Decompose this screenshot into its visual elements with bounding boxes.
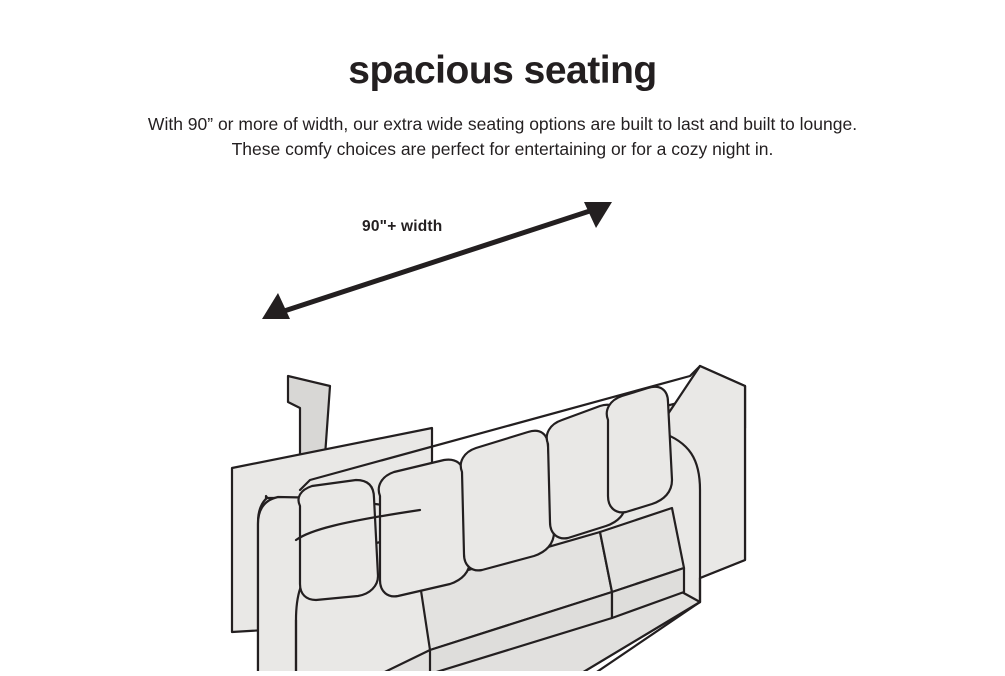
description-line-2: These comfy choices are perfect for entertaining or for a cozy night in. [231, 139, 774, 160]
dimension-label: 90"+ width [362, 218, 443, 235]
page-title: spacious seating [348, 49, 657, 92]
back-cushion-3 [461, 431, 554, 571]
description-line-1: With 90” or more of width, our extra wide seating options are built to last and built to lounge. [147, 114, 858, 134]
sofa-diagram-svg [0, 180, 1005, 671]
sofa-illustration [0, 180, 1005, 671]
description-text [0, 112, 1005, 163]
back-cushion-2 [379, 460, 470, 597]
double-headed-width-arrow [262, 202, 612, 319]
back-cushion-5 [607, 387, 672, 513]
back-cushion-1 [299, 480, 379, 600]
sofa-drawing [232, 366, 745, 671]
